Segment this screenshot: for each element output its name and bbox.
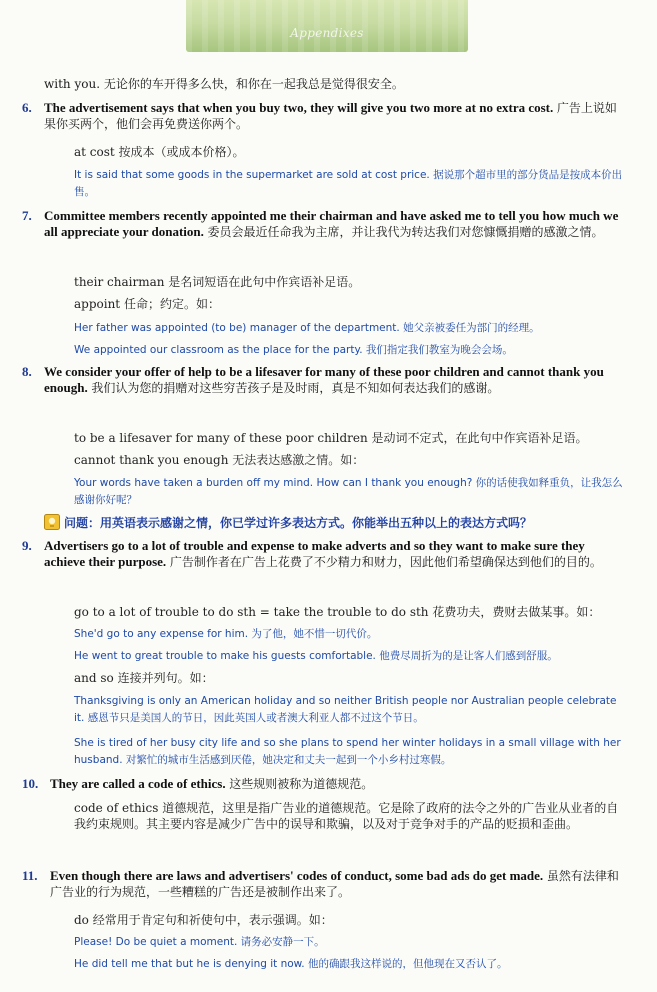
note-line: and so 连接并列句。如： bbox=[74, 671, 214, 685]
item-lead-en: We consider your offer of help to be a lifesaver for many of these poor children and cannot thank you enough. bbox=[44, 364, 604, 395]
example-line bbox=[74, 166, 626, 200]
item-number: 8. bbox=[22, 364, 32, 379]
example-line: Her father was appointed (to be) manager of the department. 她父亲被委任为部门的经理。 bbox=[74, 322, 540, 334]
example-line bbox=[74, 692, 626, 726]
item-lead-en: The advertisement says that when you buy two, they will give you two more at no extra cost. bbox=[44, 100, 554, 115]
item-number: 10. bbox=[22, 776, 39, 791]
item-6 bbox=[22, 100, 32, 116]
note-line: at cost 按成本（或成本价格）。 bbox=[74, 145, 245, 159]
item-7-text bbox=[44, 208, 626, 240]
note-paragraph bbox=[74, 800, 626, 832]
item-8 bbox=[22, 364, 32, 380]
item-lead-cn: 虽然有法律和广告业的行为规范，一些糟糕的广告还是被制作出来了。 bbox=[50, 869, 619, 899]
item-lead-cn: 委员会最近任命我为主席，并让我代为转达我们对您慷慨捐赠的感激之情。 bbox=[207, 225, 604, 239]
note-line: do 经常用于肯定句和祈使句中，表示强调。如： bbox=[74, 913, 333, 927]
example-text: Thanksgiving is only an American holiday and so neither British people nor Australian people celebrate it. 感恩节只是美国人的节日，因此英国人或者澳大利亚人都不过这个节日。 bbox=[74, 695, 617, 724]
header-band bbox=[186, 0, 468, 52]
item-lead-cn: 我们认为您的捐赠对这些穷苦孩子是及时雨，真是不知如何表达我们的感谢。 bbox=[91, 381, 500, 395]
note-line: appoint 任命；约定。如： bbox=[74, 297, 220, 311]
example-line: Please! Do be quiet a moment. 请务必安静一下。 bbox=[74, 936, 325, 948]
question-text: 问题：用英语表示感谢之情，你已学过许多表达方式。你能举出五种以上的表达方式吗？ bbox=[64, 516, 533, 530]
note-line: go to a lot of trouble to do sth = take the trouble to do sth 花费功夫，费财去做某事。如： bbox=[74, 605, 601, 619]
item-number: 11. bbox=[22, 868, 38, 883]
item-9 bbox=[22, 538, 32, 554]
example-line: We appointed our classroom as the place for the party. 我们指定我们教室为晚会会场。 bbox=[74, 344, 513, 356]
example-line: She'd go to any expense for him. 为了他，她不惜一切代价。 bbox=[74, 628, 378, 640]
example-line bbox=[74, 734, 626, 768]
example-text: Your words have taken a burden off my mind. How can I thank you enough? 你的话使我如释重负，让我怎么感谢你好呢？ bbox=[74, 477, 623, 506]
note-line: cannot thank you enough 无法表达感激之情。如： bbox=[74, 453, 365, 467]
item-lead-cn: 广告上说如果你买两个，他们会再免费送你两个。 bbox=[44, 101, 617, 131]
item-10 bbox=[22, 776, 38, 792]
example-text: She is tired of her busy city life and so she plans to spend her winter holidays in a small village with her husband. 对繁忙的城市生活感到厌倦，她决定和丈夫一起到一个小乡村过寒假。 bbox=[74, 737, 621, 766]
item-7 bbox=[22, 208, 32, 224]
item-lead-en: Even though there are laws and advertisers' codes of conduct, some bad ads do get made. bbox=[50, 868, 544, 883]
continuation-line: with you. 无论你的车开得多么快，和你在一起我总是觉得很安全。 bbox=[44, 77, 404, 91]
note-text: code of ethics 道德规范，这里是指广告业的道德规范。它是除了政府的法令之外的广告业从业者的自我约束规则。其主要内容是减少广告中的误导和欺骗，以及对于竞争对手的产品的贬损和歪曲。 bbox=[74, 801, 619, 831]
item-11 bbox=[22, 868, 38, 884]
question-line bbox=[44, 514, 532, 531]
item-number: 9. bbox=[22, 538, 32, 553]
item-number: 7. bbox=[22, 208, 32, 223]
question-icon bbox=[44, 514, 60, 530]
note-line: to be a lifesaver for many of these poor children 是动词不定式，在此句中作宾语补足语。 bbox=[74, 431, 588, 445]
item-lead-cn: 广告制作者在广告上花费了不少精力和财力，因此他们希望确保达到他们的目的。 bbox=[169, 555, 602, 569]
item-lead-en: They are called a code of ethics. bbox=[50, 776, 226, 791]
item-8-text bbox=[44, 364, 626, 396]
item-lead-en: Advertisers go to a lot of trouble and expense to make adverts and so they want to make sure they achieve their purpose. bbox=[44, 538, 585, 569]
item-11-text bbox=[50, 868, 626, 900]
example-line: He went to great trouble to make his guests comfortable. 他费尽周折为的是让客人们感到舒服。 bbox=[74, 650, 558, 662]
item-lead-cn: 这些规则被称为道德规范。 bbox=[229, 777, 374, 791]
example-line bbox=[74, 474, 626, 508]
item-6-text bbox=[44, 100, 626, 132]
item-10-text bbox=[50, 776, 626, 792]
example-text: It is said that some goods in the supermarket are sold at cost price. 据说那个超市里的部分货品是按成本价出售。 bbox=[74, 169, 623, 198]
note-line: their chairman 是名词短语在此句中作宾语补足语。 bbox=[74, 275, 361, 289]
item-number: 6. bbox=[22, 100, 32, 115]
item-lead-en: Committee members recently appointed me their chairman and have asked me to tell you how much we all appreciate your donation. bbox=[44, 208, 619, 239]
example-line: He did tell me that but he is denying it now. 他的确跟我这样说的，但他现在又否认了。 bbox=[74, 958, 508, 970]
item-9-text bbox=[44, 538, 626, 570]
header-label: Appendixes bbox=[290, 26, 364, 40]
